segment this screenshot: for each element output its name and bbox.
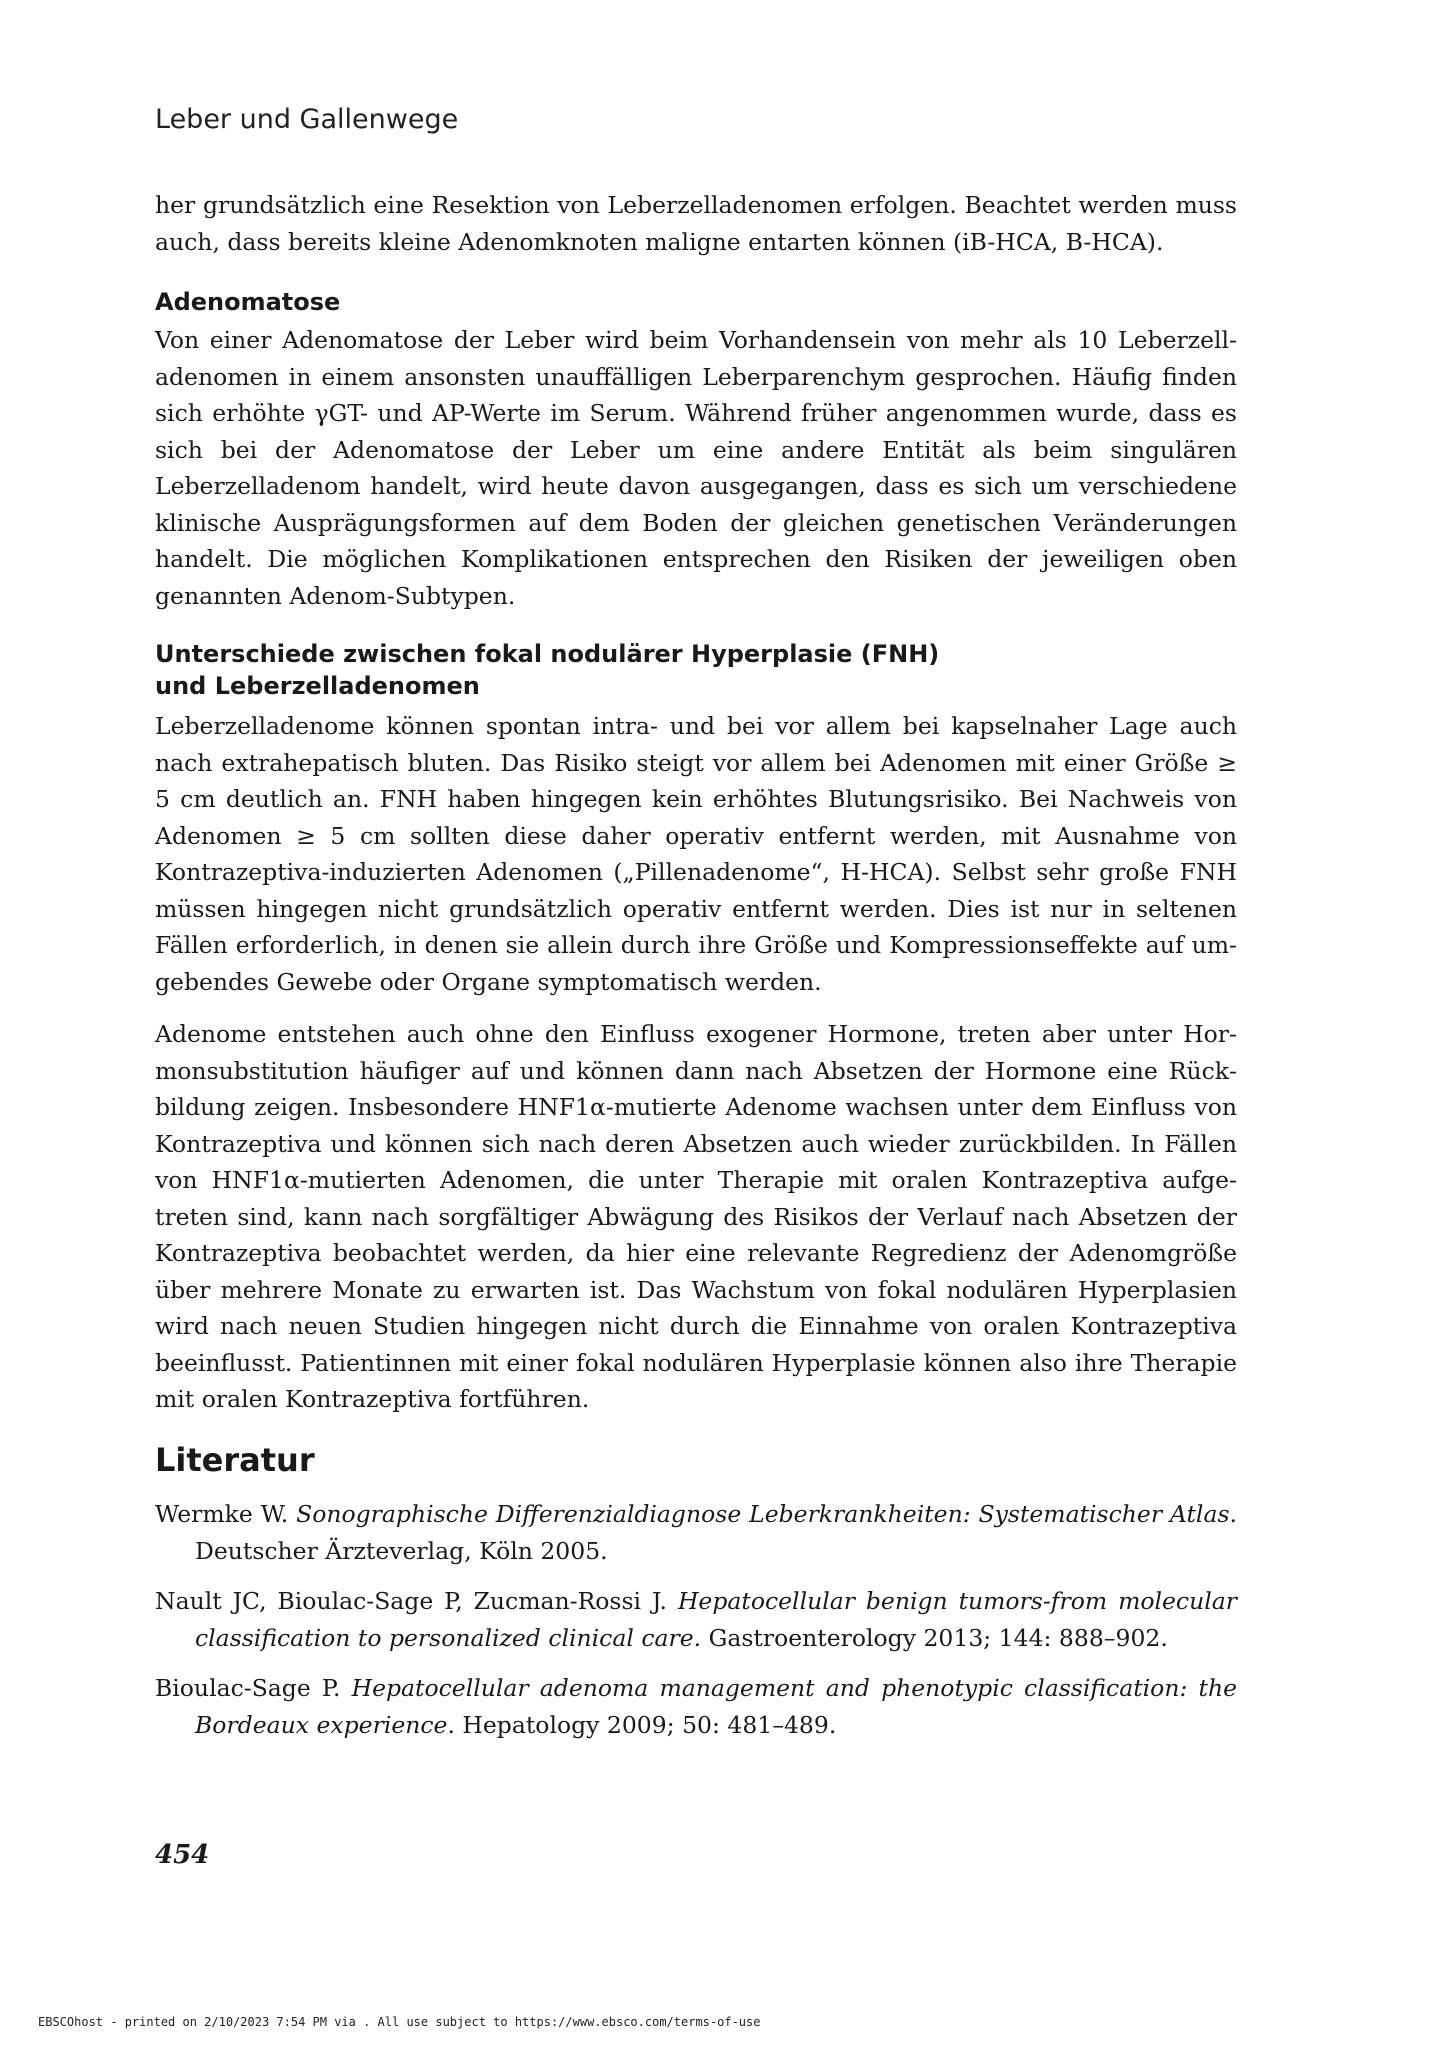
unterschiede-heading-line1: Unterschiede zwischen fokal nodulärer Hyperplasie (FNH) bbox=[155, 640, 940, 668]
adenomatose-paragraph: Von einer Adenomatose der Leber wird beim Vorhandensein von mehr als 10 Leberzelladenomen in einem ansonsten unauffälligen Leberparenchym gesprochen. Häufig finden sich erhöhte γGT- und AP-Werte im Serum. Während früher angenommen wurde, dass es sich bei der Adenomatose der Leber um eine andere Entität als beim singulären Leberzelladenom handelt, wird heute davon ausgegangen, dass es sich um verschiedene klinische Ausprägungsformen auf dem Boden der gleichen genetischen Veränderungen handelt. Die möglichen Komplikationen entsprechen den Risiken der jeweiligen oben genannten Adenom-Subtypen. bbox=[155, 326, 1237, 610]
literatur-heading: Literatur bbox=[155, 1441, 315, 1479]
reference-title: Sonographische Differenzialdiagnose Leberkrankheiten: Systematischer Atlas. bbox=[296, 1500, 1237, 1528]
reference-authors: Wermke W. bbox=[155, 1500, 297, 1528]
unterschiede-heading bbox=[155, 638, 1237, 702]
print-footer: EBSCOhost - printed on 2/10/2023 7:54 PM via . All use subject to https://www.ebsco.com/terms-of-use bbox=[38, 2015, 761, 2029]
unterschiede-heading-line2: und Leberzelladenomen bbox=[155, 672, 480, 700]
unterschiede-paragraph-2: Adenome entstehen auch ohne den Einfluss exogener Hormone, treten aber unter Hormonsubstitution häufiger auf und können dann nach Absetzen der Hormone eine Rückbildung zeigen. Insbesondere HNF1α-mutierte Adenome wachsen unter dem Einfluss von Kontrazeptiva und können sich nach deren Absetzen auch wieder zurückbilden. In Fällen von HNF1α-mutierten Adenomen, die unter Therapie mit oralen Kontrazeptiva aufgetreten sind, kann nach sorgfältiger Abwägung des Risikos der Verlauf nach Absetzen der Kontrazeptiva beobachtet werden, da hier eine relevante Regredienz der Adenomgröße über mehrere Monate zu erwarten ist. Das Wachstum von fokal nodulären Hyperplasien wird nach neuen Studien hingegen nicht durch die Einnahme von oralen Kontrazeptiva beeinflusst. Patientinnen mit einer fokal nodulären Hyperplasie können also ihre Therapie mit oralen Kontrazeptiva fortführen. bbox=[155, 1020, 1237, 1413]
reference-source: Hepatology 2009; 50: 481–489. bbox=[454, 1710, 837, 1739]
reference-title: Hepatocellular adenoma management and phenotypic classification: the Bordeaux experience. bbox=[195, 1674, 1238, 1739]
unterschiede-paragraph-1: Leberzelladenome können spontan intra- und bei vor allem bei kapselnaher Lage auch nach extrahepatisch bluten. Das Risiko steigt vor allem bei Adenomen mit einer Größe ≥ 5 cm deutlich an. FNH haben hingegen kein erhöhtes Blutungsrisiko. Bei Nachweis von Adenomen ≥ 5 cm sollten diese daher operativ entfernt werden, mit Ausnahme von Kontrazeptiva-induzierten Adenomen („Pillenadenome“, H-HCA). Selbst sehr große FNH müssen hingegen nicht grundsätzlich operativ entfernt werden. Dies ist nur in seltenen Fällen erforderlich, in denen sie allein durch ihre Größe und Kompressionseffekte auf umgebendes Gewebe oder Organe symptomatisch werden. bbox=[155, 712, 1237, 996]
reference-authors: Nault JC, Bioulac-Sage P, Zucman-Rossi J. bbox=[155, 1587, 678, 1615]
reference-source: Gastroenterology 2013; 144: 888–902. bbox=[701, 1623, 1168, 1652]
page-number: 454 bbox=[155, 1840, 210, 1870]
reference-title: Hepatocellular benign tumors-from molecular classification to personalized clinical care. bbox=[195, 1587, 1237, 1652]
reference-item bbox=[155, 1496, 1237, 1569]
reference-list bbox=[155, 1496, 1237, 1743]
adenomatose-heading: Adenomatose bbox=[155, 288, 341, 316]
reference-source: Deutscher Ärzteverlag, Köln 2005. bbox=[195, 1536, 608, 1565]
reference-item bbox=[155, 1670, 1237, 1743]
reference-authors: Bioulac-Sage P. bbox=[155, 1674, 352, 1702]
running-head: Leber und Gallenwege bbox=[155, 104, 459, 135]
reference-item bbox=[155, 1583, 1237, 1656]
intro-paragraph: her grundsätzlich eine Resektion von Leberzelladenomen erfolgen. Beachtet werden muss auch, dass bereits kleine Adenomknoten maligne entarten können (iB-HCA, B-HCA). bbox=[155, 191, 1237, 256]
